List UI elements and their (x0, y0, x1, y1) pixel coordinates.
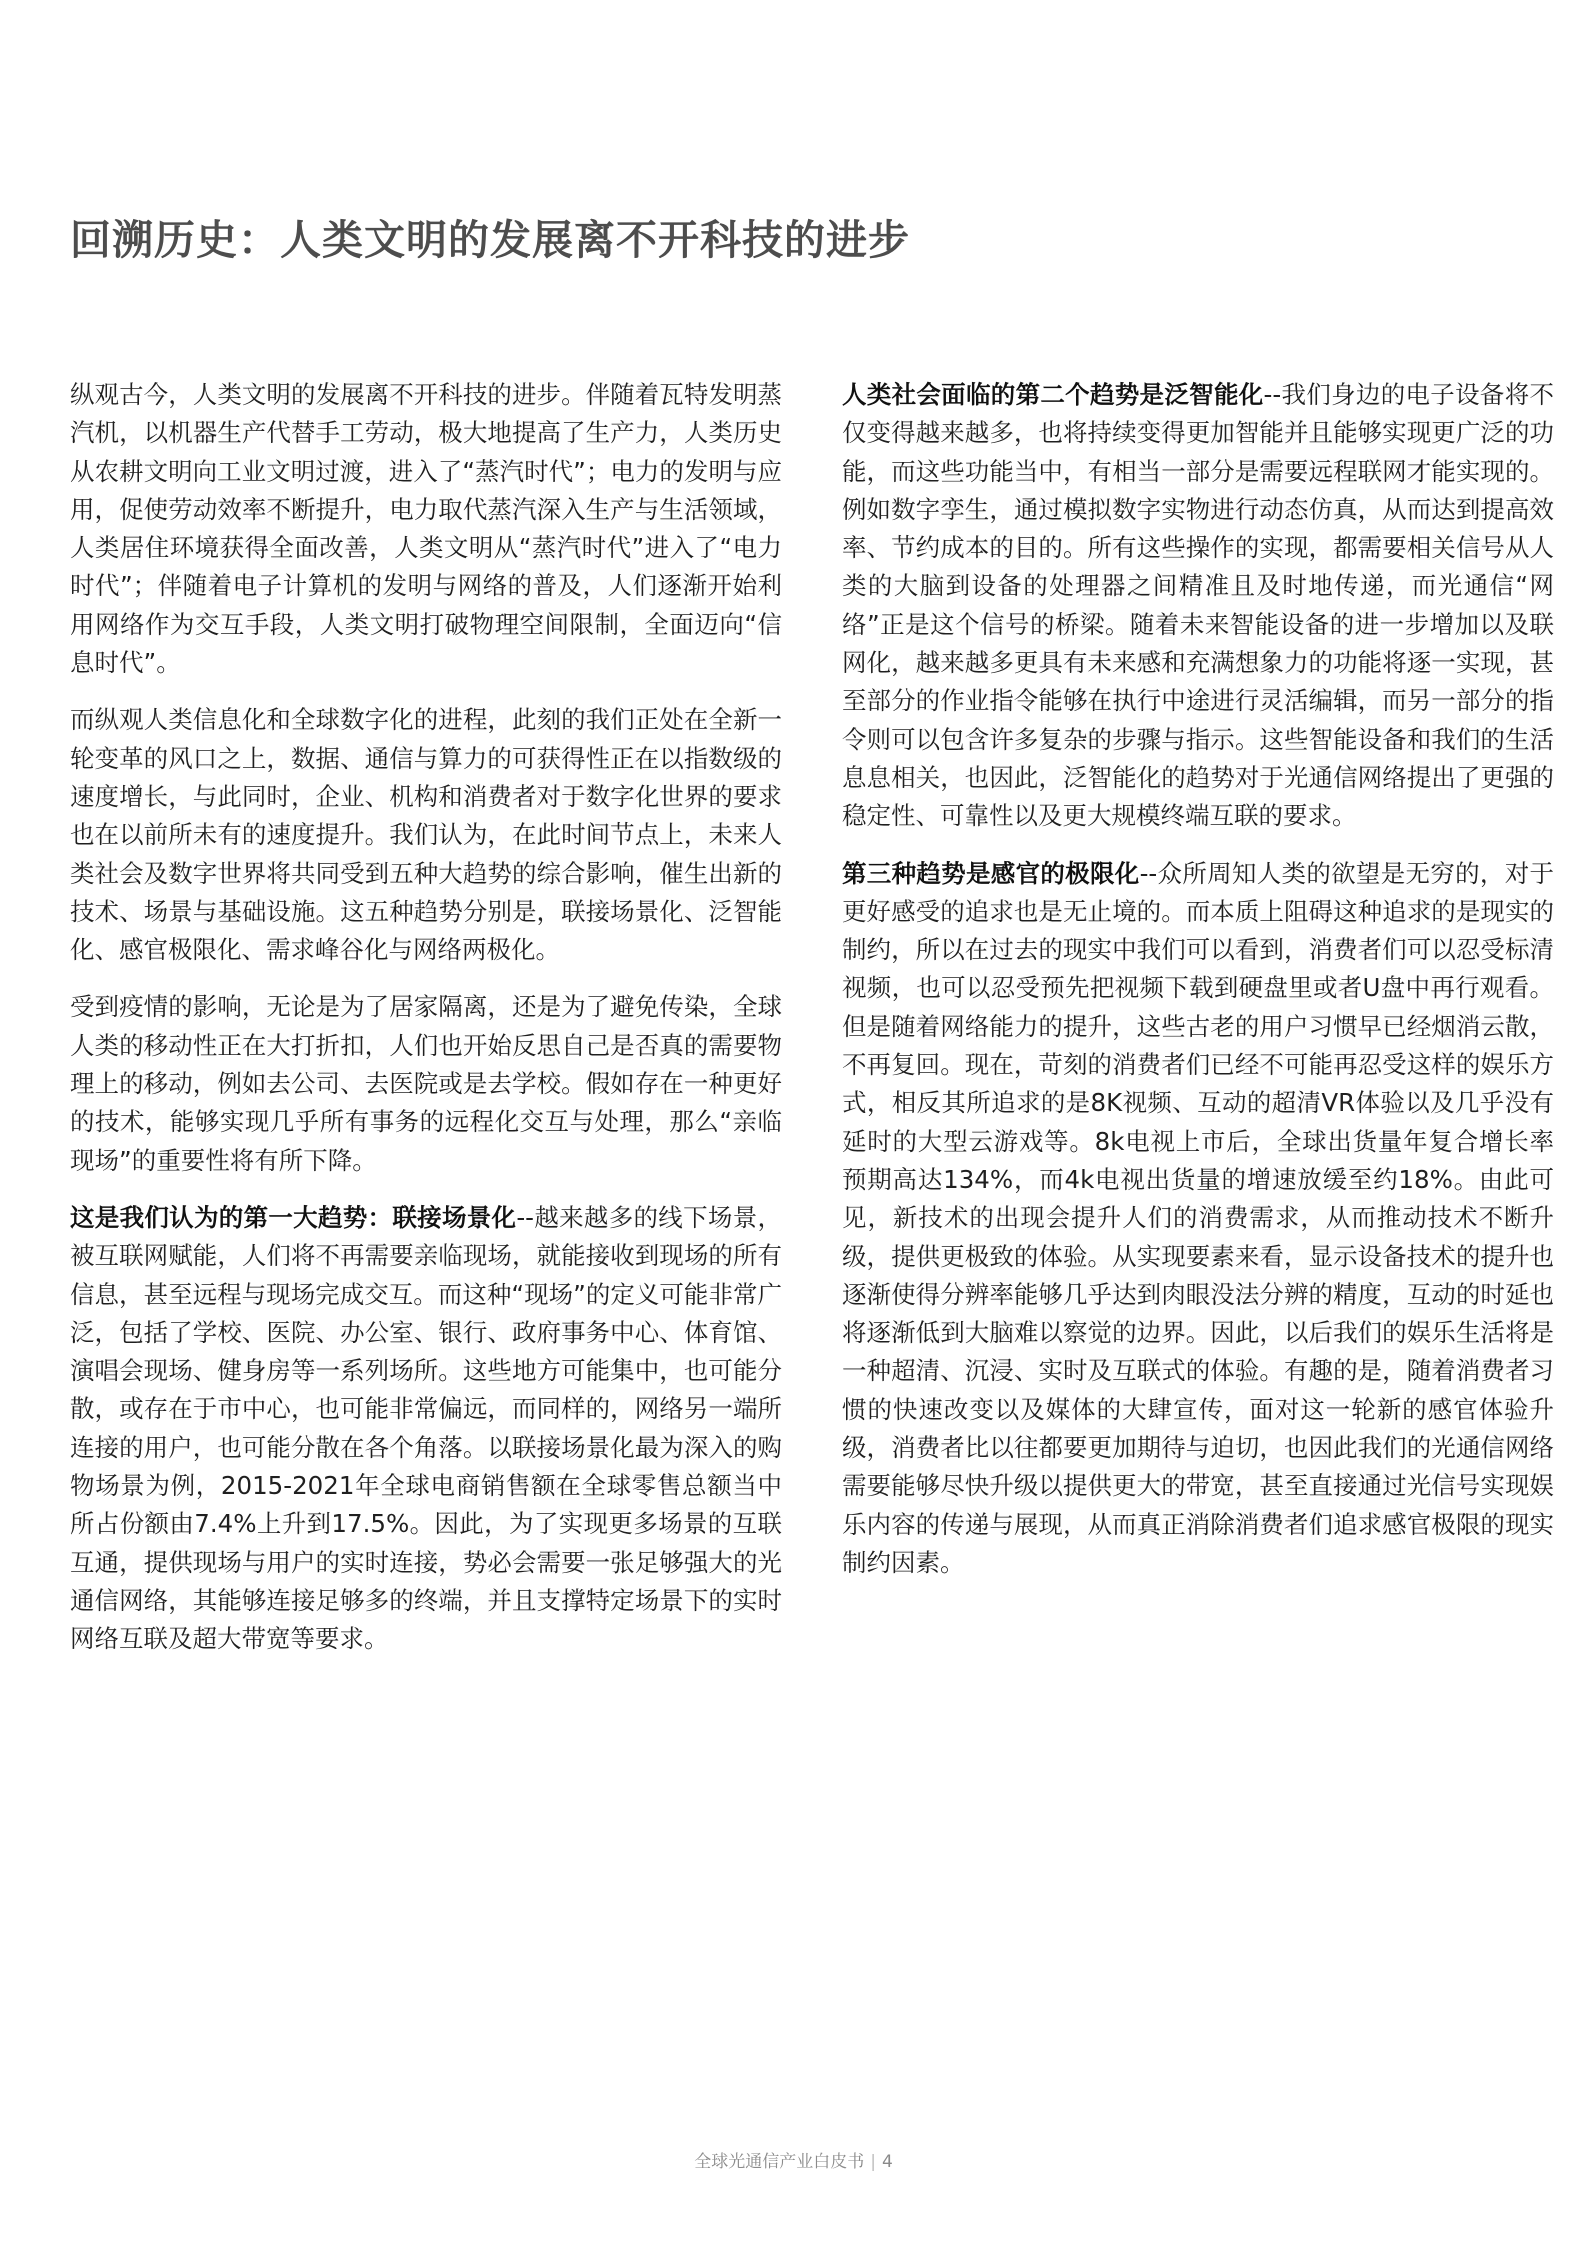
page-number: 4 (881, 2152, 893, 2172)
trend-two-text: --我们身边的电子设备将不仅变得越来越多，也将持续变得更加智能并且能够实现更广泛的功能，而这些功能当中，有相当一部分是需要远程联网才能实现的。例如数字孪生，通过模拟数字实物进行动态仿真，从而达到提高效率、节约成本的目的。所有这些操作的实现，都需要相关信号从人类的大脑到设备的处理器之间精准且及时地传递，而光通信“网络”正是这个信号的桥梁。随着未来智能设备的进一步增加以及联网化，越来越多更具有未来感和充满想象力的功能将逐一实现，甚至部分的作业指令能够在执行中途进行灵活编辑，而另一部分的指令则可以包含许多复杂的步骤与指示。这些智能设备和我们的生活息息相关，也因此，泛智能化的趋势对于光通信网络提出了更强的稳定性、可靠性以及更大规模终端互联的要求。 (842, 380, 1554, 831)
paragraph-pandemic: 受到疫情的影响，无论是为了居家隔离，还是为了避免传染，全球人类的移动性正在大打折扣，人们也开始反思自己是否真的需要物理上的移动，例如去公司、去医院或是去学校。假如存在一种更好的技术，能够实现几乎所有事务的远程化交互与处理，那么“亲临现场”的重要性将有所下降。 (70, 992, 782, 1175)
right-column (842, 376, 1554, 1601)
footer-separator: | (870, 2152, 876, 2172)
trend-one-text: --越来越多的线下场景，被互联网赋能，人们将不再需要亲临现场，就能接收到现场的所有信息，甚至远程与现场完成交互。而这种“现场”的定义可能非常广泛，包括了学校、医院、办公室、银行、政府事务中心、体育馆、演唱会现场、健身房等一系列场所。这些地方可能集中，也可能分散，或存在于市中心，也可能非常偏远，而同样的，网络另一端所连接的用户，也可能分散在各个角落。以联接场景化最为深入的购物场景为例，2015-2021年全球电商销售额在全球零售总额当中所占份额由7.4%上升到17.5%。因此，为了实现更多场景的互联互通，提供现场与用户的实时连接，势必会需要一张足够强大的光通信网络，其能够连接足够多的终端，并且支撑特定场景下的实时网络互联及超大带宽等要求。 (70, 1202, 782, 1654)
paragraph-trend-one (70, 1199, 782, 1659)
trend-two-heading: 人类社会面临的第二个趋势是泛智能化 (842, 380, 1264, 409)
paragraph-trend-two (842, 376, 1554, 836)
trend-three-text: --众所周知人类的欲望是无穷的，对于更好感受的追求也是无止境的。而本质上阻碍这种追求的是现实的制约，所以在过去的现实中我们可以看到，消费者们可以忍受标清视频，也可以忍受预先把视频下载到硬盘里或者U盘中再行观看。但是随着网络能力的提升，这些古老的用户习惯早已经烟消云散，不再复回。现在，苛刻的消费者们已经不可能再忍受这样的娱乐方式，相反其所追求的是8K视频、互动的超清VR体验以及几乎没有延时的大型云游戏等。8k电视上市后，全球出货量年复合增长率预期高达134%，而4k电视出货量的增速放缓至约18%。由此可见，新技术的出现会提升人们的消费需求，从而推动技术不断升级，提供更极致的体验。从实现要素来看，显示设备技术的提升也逐渐使得分辨率能够几乎达到肉眼没法分辨的精度，互动的时延也将逐渐低到大脑难以察觉的边界。因此，以后我们的娱乐生活将是一种超清、沉浸、实时及互联式的体验。有趣的是，随着消费者习惯的快速改变以及媒体的大肆宣传，面对这一轮新的感官体验升级，消费者比以往都要更加期待与迫切，也因此我们的光通信网络需要能够尽快升级以提供更大的带宽，甚至直接通过光信号实现娱乐内容的传递与展现，从而真正消除消费者们追求感官极限的现实制约因素。 (842, 858, 1554, 1577)
trend-three-heading: 第三种趋势是感官的极限化 (842, 858, 1140, 888)
left-column (70, 376, 782, 1678)
paragraph-trend-three (842, 855, 1554, 1583)
trend-one-heading: 这是我们认为的第一大趋势：联接场景化 (70, 1202, 517, 1232)
page-title: 回溯历史：人类文明的发展离不开科技的进步 (70, 216, 910, 264)
paragraph-history: 纵观古今，人类文明的发展离不开科技的进步。伴随着瓦特发明蒸汽机，以机器生产代替手工劳动，极大地提高了生产力，人类历史从农耕文明向工业文明过渡，进入了“蒸汽时代”；电力的发明与应用，促使劳动效率不断提升，电力取代蒸汽深入生产与生活领域，人类居住环境获得全面改善，人类文明从“蒸汽时代”进入了“电力时代”；伴随着电子计算机的发明与网络的普及，人们逐渐开始利用网络作为交互手段，人类文明打破物理空间限制，全面迈向“信息时代”。 (70, 380, 782, 678)
footer-doc-title: 全球光通信产业白皮书 (694, 2152, 865, 2172)
paragraph-digitalization: 而纵观人类信息化和全球数字化的进程，此刻的我们正处在全新一轮变革的风口之上，数据、通信与算力的可获得性正在以指数级的速度增长，与此同时，企业、机构和消费者对于数字化世界的要求也在以前所未有的速度提升。我们认为，在此时间节点上，未来人类社会及数字世界将共同受到五种大趋势的综合影响，催生出新的技术、场景与基础设施。这五种趋势分别是，联接场景化、泛智能化、感官极限化、需求峰谷化与网络两极化。 (70, 705, 782, 965)
page-footer (0, 2150, 1587, 2174)
